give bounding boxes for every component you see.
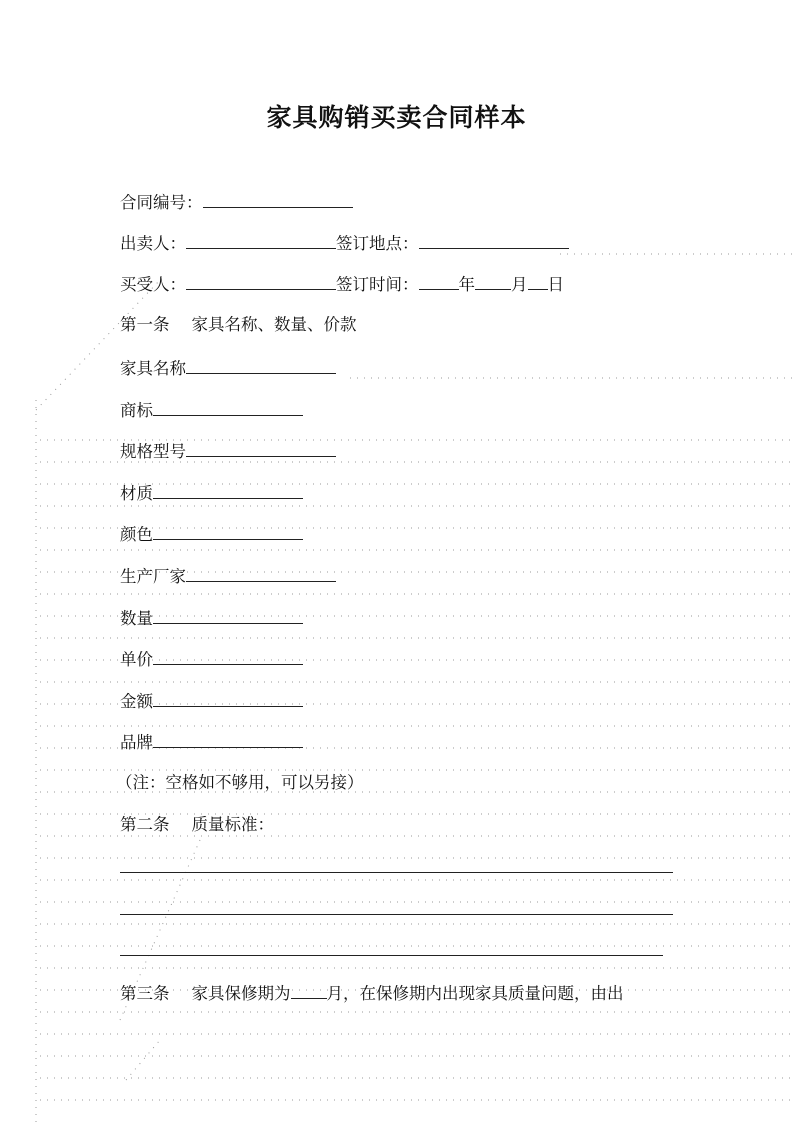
- seller-row: [120, 230, 569, 254]
- article-3-text-after: 月，在保修期内出现家具质量问题，由出: [326, 984, 624, 1003]
- article-3-text-before: 家具保修期为: [191, 984, 291, 1003]
- warranty-months-blank[interactable]: [291, 980, 327, 999]
- quality-standard-line-1[interactable]: [120, 872, 673, 873]
- field-row-quantity: [120, 605, 303, 629]
- field-label-quantity: 数量: [120, 609, 153, 628]
- sign-place-label: 签订地点：: [336, 234, 419, 253]
- field-row-brand-mark: [120, 397, 303, 421]
- field-label-brand: 品牌: [120, 733, 153, 752]
- field-blank-unit-price[interactable]: [153, 646, 303, 665]
- article-1-heading: [120, 313, 357, 337]
- field-row-unit-price: [120, 646, 303, 670]
- field-blank-color[interactable]: [153, 521, 303, 540]
- month-label: 月: [511, 275, 528, 294]
- field-row-manufacturer: [120, 563, 336, 587]
- field-blank-name[interactable]: [186, 355, 336, 374]
- contract-number-label: 合同编号：: [120, 193, 203, 212]
- contract-number-blank[interactable]: [203, 189, 353, 208]
- field-blank-amount[interactable]: [153, 688, 303, 707]
- field-row-name: [120, 355, 336, 379]
- field-blank-spec[interactable]: [186, 438, 336, 457]
- field-label-unit-price: 单价: [120, 650, 153, 669]
- field-label-manufacturer: 生产厂家: [120, 567, 186, 586]
- year-label: 年: [458, 275, 475, 294]
- field-blank-material[interactable]: [153, 480, 303, 499]
- note-line: （注：空格如不够用，可以另接）: [116, 773, 364, 792]
- day-label: 日: [547, 275, 564, 294]
- year-blank[interactable]: [419, 271, 459, 290]
- month-blank[interactable]: [475, 271, 511, 290]
- field-blank-quantity[interactable]: [153, 605, 303, 624]
- quality-standard-line-3[interactable]: [120, 955, 663, 956]
- article-1-number: 第一条: [120, 315, 170, 334]
- field-row-color: [120, 521, 303, 545]
- field-blank-brand[interactable]: [153, 729, 303, 748]
- article-2-text: 质量标准：: [191, 815, 274, 834]
- field-label-material: 材质: [120, 484, 153, 503]
- document-title: 家具购销买卖合同样本: [266, 103, 527, 132]
- article-2-heading: [120, 813, 274, 837]
- buyer-label: 买受人：: [120, 275, 186, 294]
- seller-blank[interactable]: [186, 230, 336, 249]
- article-3-paragraph: [120, 980, 624, 1004]
- quality-standard-line-2[interactable]: [120, 914, 673, 915]
- contract-number-row: [120, 189, 353, 213]
- seller-label: 出卖人：: [120, 234, 186, 253]
- field-row-amount: [120, 688, 303, 712]
- article-3-number: 第三条: [120, 984, 170, 1003]
- field-blank-brand-mark[interactable]: [153, 397, 303, 416]
- field-blank-manufacturer[interactable]: [186, 563, 336, 582]
- field-row-spec: [120, 438, 336, 462]
- field-row-brand: [120, 729, 303, 753]
- sign-place-blank[interactable]: [419, 230, 569, 249]
- field-label-name: 家具名称: [120, 359, 186, 378]
- field-row-material: [120, 480, 303, 504]
- day-blank[interactable]: [528, 271, 548, 290]
- sign-time-label: 签订时间：: [336, 275, 419, 294]
- article-2-number: 第二条: [120, 815, 170, 834]
- buyer-row: [120, 271, 564, 295]
- field-label-color: 颜色: [120, 525, 153, 544]
- field-label-brand-mark: 商标: [120, 401, 153, 420]
- field-label-amount: 金额: [120, 692, 153, 711]
- buyer-blank[interactable]: [186, 271, 336, 290]
- article-1-text: 家具名称、数量、价款: [191, 315, 357, 334]
- field-label-spec: 规格型号: [120, 442, 186, 461]
